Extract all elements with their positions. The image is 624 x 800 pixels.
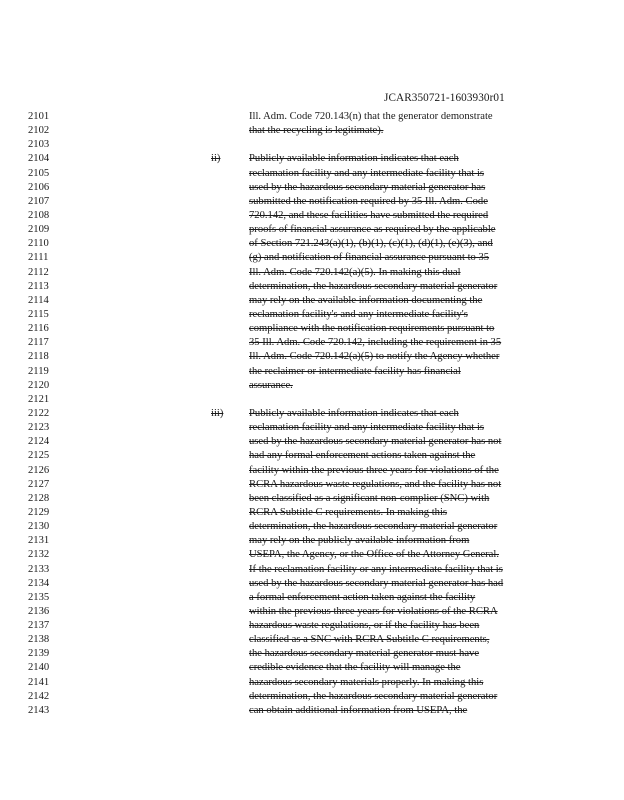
- line-number: 2115: [28, 308, 49, 320]
- struck-text: the hazardous secondary material generator must have: [249, 648, 480, 660]
- struck-text: compliance with the notification requirements pursuant to: [249, 323, 495, 335]
- text-line: [0, 195, 624, 209]
- line-number: 2133: [28, 563, 50, 575]
- text-line: [0, 577, 624, 591]
- text-line: [0, 379, 624, 393]
- line-number: 2132: [28, 549, 50, 561]
- struck-text: Publicly available information indicates that each: [249, 153, 459, 165]
- text-line: [0, 548, 624, 562]
- text-line: [0, 393, 624, 407]
- text-line: [0, 365, 624, 379]
- text-line: [0, 520, 624, 534]
- text-line: [0, 690, 624, 704]
- line-number: 2131: [28, 535, 50, 547]
- text-line: [0, 619, 624, 633]
- struck-text: 35 Ill. Adm. Code 720.142, including the requirement in 35: [249, 337, 502, 349]
- line-number: 2141: [28, 676, 50, 688]
- line-number: 2117: [28, 337, 49, 349]
- text-line: [0, 506, 624, 520]
- text-line: [0, 421, 624, 435]
- text-line: [0, 167, 624, 181]
- line-number: 2121: [28, 393, 50, 405]
- text-line: [0, 478, 624, 492]
- line-number: 2124: [28, 436, 50, 448]
- text-line: [0, 251, 624, 265]
- line-number: 2138: [28, 634, 50, 646]
- text-line: [0, 435, 624, 449]
- line-number: 2104: [28, 153, 50, 165]
- line-number: 2134: [28, 577, 50, 589]
- line-number: 2109: [28, 224, 50, 236]
- struck-text: a formal enforcement action taken against the facility: [249, 591, 476, 603]
- struck-text: reclamation facility and any intermediate facility that is: [249, 422, 485, 434]
- line-number: 2129: [28, 506, 50, 518]
- line-number: 2108: [28, 209, 50, 221]
- line-number: 2110: [28, 238, 49, 250]
- text-line: [0, 181, 624, 195]
- text-line: [0, 704, 624, 718]
- struck-text: may rely on the available information documenting the: [249, 294, 483, 306]
- struck-text: facility within the previous three years for violations of the: [249, 464, 499, 476]
- line-text: Ill. Adm. Code 720.143(n) that the generator demonstrate: [249, 111, 493, 122]
- line-number: 2107: [28, 195, 50, 207]
- text-line: [0, 605, 624, 619]
- struck-text: If the reclamation facility or any intermediate facility that is: [249, 563, 503, 575]
- text-line: [0, 407, 624, 421]
- struck-text: hazardous waste regulations, or if the facility has been: [249, 620, 480, 632]
- struck-text: determination, the hazardous secondary material generator: [249, 521, 498, 533]
- struck-text: the reclaimer or intermediate facility has financial: [249, 365, 461, 377]
- line-number: 2111: [28, 252, 49, 264]
- struck-text: classified as a SNC with RCRA Subtitle C requirements,: [249, 634, 490, 646]
- struck-text: had any formal enforcement actions taken against the: [249, 450, 476, 462]
- line-number: 2119: [28, 365, 49, 377]
- struck-text: of Section 721.243(a)(1), (b)(1), (c)(1), (d)(1), (e)(3), and: [249, 238, 493, 250]
- line-number: 2103: [28, 139, 50, 151]
- struck-text: used by the hazardous secondary material generator has: [249, 181, 486, 193]
- text-line: [0, 591, 624, 605]
- text-line: [0, 676, 624, 690]
- text-line: [0, 563, 624, 577]
- line-number: 2130: [28, 521, 50, 533]
- struck-text: used by the hazardous secondary material generator has not: [249, 436, 502, 448]
- text-line: [0, 633, 624, 647]
- struck-text: assurance.: [249, 379, 293, 391]
- line-number: 2112: [28, 266, 49, 278]
- text-line: [0, 124, 624, 138]
- numbered-text-body: [0, 110, 624, 718]
- struck-text: Publicly available information indicates that each: [249, 407, 459, 419]
- line-number: 2113: [28, 280, 49, 292]
- line-number: 2139: [28, 648, 50, 660]
- text-line: [0, 138, 624, 152]
- struck-text: RCRA hazardous waste regulations, and the facility has not: [249, 478, 502, 490]
- text-line: [0, 322, 624, 336]
- text-line: [0, 280, 624, 294]
- struck-text: within the previous three years for violations of the RCRA: [249, 605, 498, 617]
- text-line: [0, 464, 624, 478]
- line-number: 2137: [28, 620, 50, 632]
- line-number: 2140: [28, 662, 50, 674]
- text-line: [0, 209, 624, 223]
- struck-text: proofs of financial assurance as required by the applicable: [249, 224, 496, 236]
- line-number: 2118: [28, 351, 49, 363]
- line-number: 2106: [28, 181, 50, 193]
- line-number: 2142: [28, 690, 50, 702]
- text-line: [0, 350, 624, 364]
- line-number: 2128: [28, 492, 50, 504]
- text-line: [0, 647, 624, 661]
- line-number: 2102: [28, 125, 50, 137]
- text-line: [0, 152, 624, 166]
- struck-text: Ill. Adm. Code 720.142(a)(5). In making this dual: [249, 266, 461, 278]
- line-number: 2101: [28, 111, 50, 122]
- line-number: 2127: [28, 478, 50, 490]
- text-line: [0, 534, 624, 548]
- line-number: 2114: [28, 294, 49, 306]
- struck-text: that the recycling is legitimate).: [249, 125, 384, 137]
- struck-text: can obtain additional information from USEPA, the: [249, 704, 468, 716]
- struck-text: determination, the hazardous secondary material generator: [249, 280, 498, 292]
- list-marker: ii): [211, 153, 221, 165]
- list-marker: iii): [211, 407, 224, 419]
- struck-text: determination, the hazardous secondary material generator: [249, 690, 498, 702]
- struck-text: Ill. Adm. Code 720.142(a)(5) to notify the Agency whether: [249, 351, 500, 363]
- document-id-header: JCAR350721-1603930r01: [384, 92, 505, 104]
- text-line: [0, 492, 624, 506]
- line-number: 2126: [28, 464, 50, 476]
- struck-text: (g) and notification of financial assurance pursuant to 35: [249, 252, 490, 264]
- struck-text: 720.142, and these facilities have submitted the required: [249, 209, 489, 221]
- text-line: [0, 661, 624, 675]
- line-number: 2116: [28, 323, 49, 335]
- text-line: [0, 237, 624, 251]
- line-number: 2135: [28, 591, 50, 603]
- text-line: [0, 266, 624, 280]
- line-number: 2123: [28, 422, 50, 434]
- struck-text: reclamation facility's and any intermediate facility's: [249, 308, 468, 320]
- struck-text: reclamation facility and any intermediate facility that is: [249, 167, 485, 179]
- struck-text: RCRA Subtitle C requirements. In making this: [249, 506, 448, 518]
- line-number: 2122: [28, 407, 50, 419]
- struck-text: credible evidence that the facility will manage the: [249, 662, 461, 674]
- line-number: 2136: [28, 605, 50, 617]
- struck-text: USEPA, the Agency, or the Office of the Attorney General.: [249, 549, 499, 561]
- struck-text: used by the hazardous secondary material generator has had: [249, 577, 504, 589]
- text-line: [0, 308, 624, 322]
- text-line: [0, 110, 624, 124]
- struck-text: submitted the notification required by 35 Ill. Adm. Code: [249, 195, 488, 207]
- struck-text: been classified as a significant non-complier (SNC) with: [249, 492, 490, 504]
- struck-text: hazardous secondary materials properly. In making this: [249, 676, 484, 688]
- text-line: [0, 336, 624, 350]
- text-line: [0, 449, 624, 463]
- struck-text: may rely on the publicly available information from: [249, 535, 470, 547]
- line-number: 2105: [28, 167, 50, 179]
- line-number: 2143: [28, 704, 50, 716]
- line-number: 2120: [28, 379, 50, 391]
- line-number: 2125: [28, 450, 50, 462]
- text-line: [0, 294, 624, 308]
- text-line: [0, 223, 624, 237]
